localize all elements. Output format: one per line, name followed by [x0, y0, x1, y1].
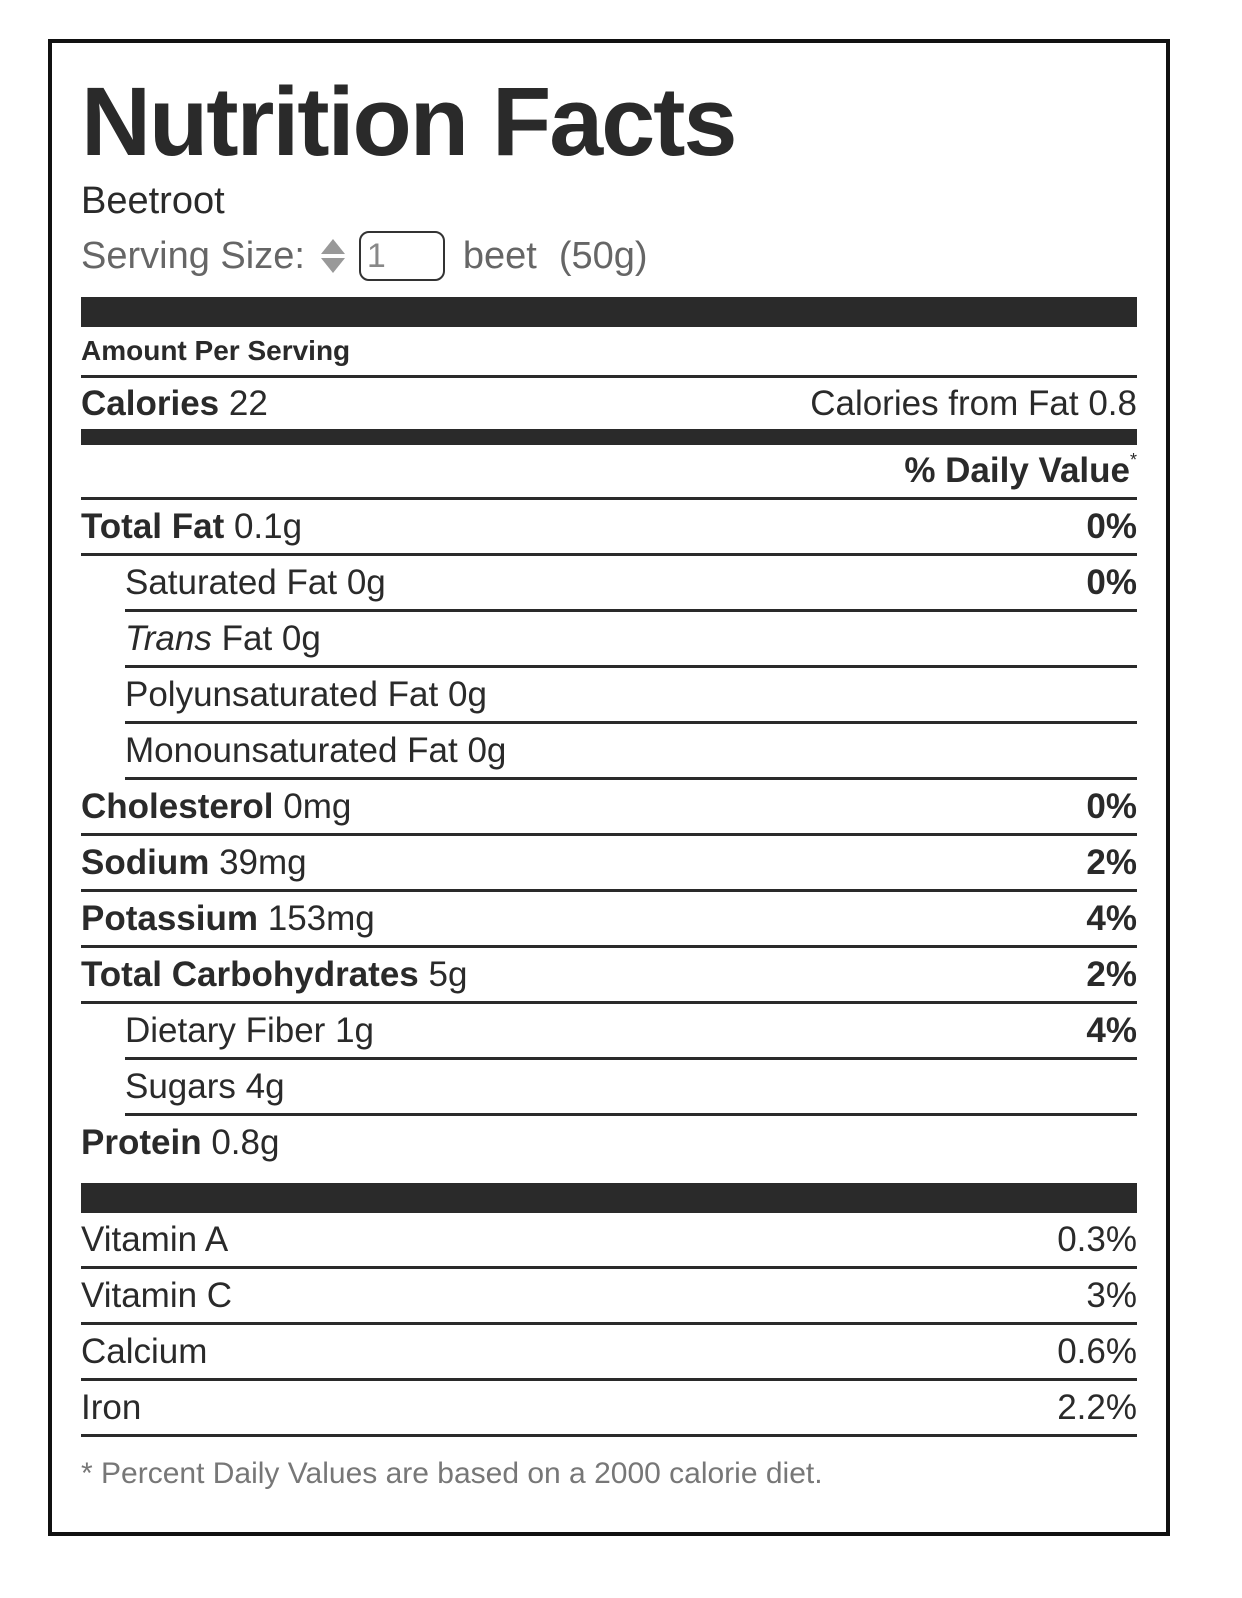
calories-left — [81, 378, 268, 429]
nutrient-value: 0.1g — [233, 507, 303, 546]
vitamin-label: Iron — [81, 1388, 142, 1427]
vitamin-pct: 3% — [1086, 1276, 1137, 1315]
calories-label: Calories — [81, 384, 220, 423]
spacer — [81, 1169, 1137, 1183]
nutrient-row-trans-fat — [125, 612, 1137, 668]
amount-per-serving: Amount Per Serving — [81, 327, 1137, 378]
divider-thick — [81, 1183, 1137, 1213]
nutrient-row-saturated-fat — [125, 556, 1137, 612]
nutrient-label: Protein — [81, 1123, 202, 1162]
nutrient-label-italic: Trans — [125, 619, 212, 658]
vitamin-label: Calcium — [81, 1332, 208, 1371]
nutrient-row-dietary-fiber — [125, 1004, 1137, 1060]
divider-thick — [81, 297, 1137, 327]
nutrient-label: Polyunsaturated Fat — [125, 675, 439, 714]
nutrient-value: 0g — [346, 563, 386, 602]
vitamin-pct: 0.3% — [1057, 1220, 1137, 1259]
nutrient-pct: 4% — [1086, 1011, 1137, 1050]
nutrient-label: Saturated Fat — [125, 563, 338, 602]
nutrient-row-sugars — [125, 1060, 1137, 1116]
nutrient-row-total-carbohydrates — [81, 948, 1137, 1004]
nutrient-value: 0mg — [283, 787, 352, 826]
daily-value-header-text — [904, 445, 1137, 497]
daily-value-star: * — [1129, 450, 1137, 470]
nutrient-label: Potassium — [81, 899, 258, 938]
nutrient-label: Fat — [221, 619, 273, 658]
serving-size-label: Serving Size: — [81, 235, 305, 277]
nutrient-label: Cholesterol — [81, 787, 274, 826]
stepper-arrows-icon[interactable] — [321, 237, 345, 275]
nutrient-pct: 0% — [1086, 563, 1137, 602]
nutrient-value: 0g — [281, 619, 321, 658]
serving-quantity-input[interactable] — [359, 231, 445, 281]
nutrient-value: 4g — [245, 1067, 285, 1106]
serving-weight: (50g) — [558, 235, 648, 277]
vitamin-row-vitamin-c — [81, 1269, 1137, 1325]
serving-size-row — [81, 229, 1137, 283]
nutrient-value: 1g — [335, 1011, 374, 1050]
serving-unit: beet — [462, 235, 537, 277]
daily-value-header — [81, 445, 1137, 500]
nutrient-label: Monounsaturated Fat — [125, 731, 458, 770]
calories-value: 22 — [228, 384, 268, 423]
nutrient-value: 5g — [428, 955, 468, 994]
nutrient-value: 0g — [447, 675, 487, 714]
nutrient-label: Total Carbohydrates — [81, 955, 419, 994]
nutrient-row-sodium — [81, 836, 1137, 892]
daily-value-header-label: % Daily Value — [904, 451, 1130, 490]
nutrient-value: 153mg — [267, 899, 375, 938]
divider-medium — [81, 429, 1137, 445]
nutrition-label — [48, 39, 1170, 1536]
stepper-up-icon[interactable] — [321, 239, 345, 254]
calories-from-fat — [810, 378, 1137, 429]
stepper-down-icon[interactable] — [321, 258, 345, 273]
vitamin-row-iron — [81, 1381, 1137, 1437]
nutrient-value: 39mg — [219, 843, 307, 882]
nutrient-pct: 0% — [1086, 507, 1137, 546]
nutrient-label: Sugars — [125, 1067, 236, 1106]
nutrient-label: Total Fat — [81, 507, 225, 546]
nutrient-row-total-fat — [81, 500, 1137, 556]
nutrient-row-monounsaturated-fat — [125, 724, 1137, 780]
vitamin-pct: 2.2% — [1057, 1388, 1137, 1427]
vitamin-row-calcium — [81, 1325, 1137, 1381]
calories-row — [81, 378, 1137, 429]
nutrient-pct: 2% — [1086, 955, 1137, 994]
footnote: * Percent Daily Values are based on a 2000 calorie diet. — [81, 1457, 823, 1490]
food-name: Beetroot — [81, 180, 225, 222]
nutrient-pct: 2% — [1086, 843, 1137, 882]
label-title: Nutrition Facts — [81, 67, 736, 176]
nutrient-row-cholesterol — [81, 780, 1137, 836]
nutrient-label: Dietary Fiber — [125, 1011, 326, 1050]
vitamin-label: Vitamin A — [81, 1220, 229, 1259]
vitamin-label: Vitamin C — [81, 1276, 233, 1315]
calories-from-fat-value: 0.8 — [1088, 384, 1137, 423]
nutrient-label: Sodium — [81, 843, 210, 882]
vitamin-row-vitamin-a — [81, 1213, 1137, 1269]
vitamin-pct: 0.6% — [1057, 1332, 1137, 1371]
calories-from-fat-label: Calories from Fat — [810, 384, 1079, 423]
nutrient-value: 0g — [467, 731, 507, 770]
nutrient-pct: 4% — [1086, 899, 1137, 938]
nutrient-row-polyunsaturated-fat — [125, 668, 1137, 724]
nutrient-row-potassium — [81, 892, 1137, 948]
nutrient-pct: 0% — [1086, 787, 1137, 826]
nutrient-row-protein — [81, 1116, 1137, 1169]
nutrient-value: 0.8g — [211, 1123, 280, 1162]
